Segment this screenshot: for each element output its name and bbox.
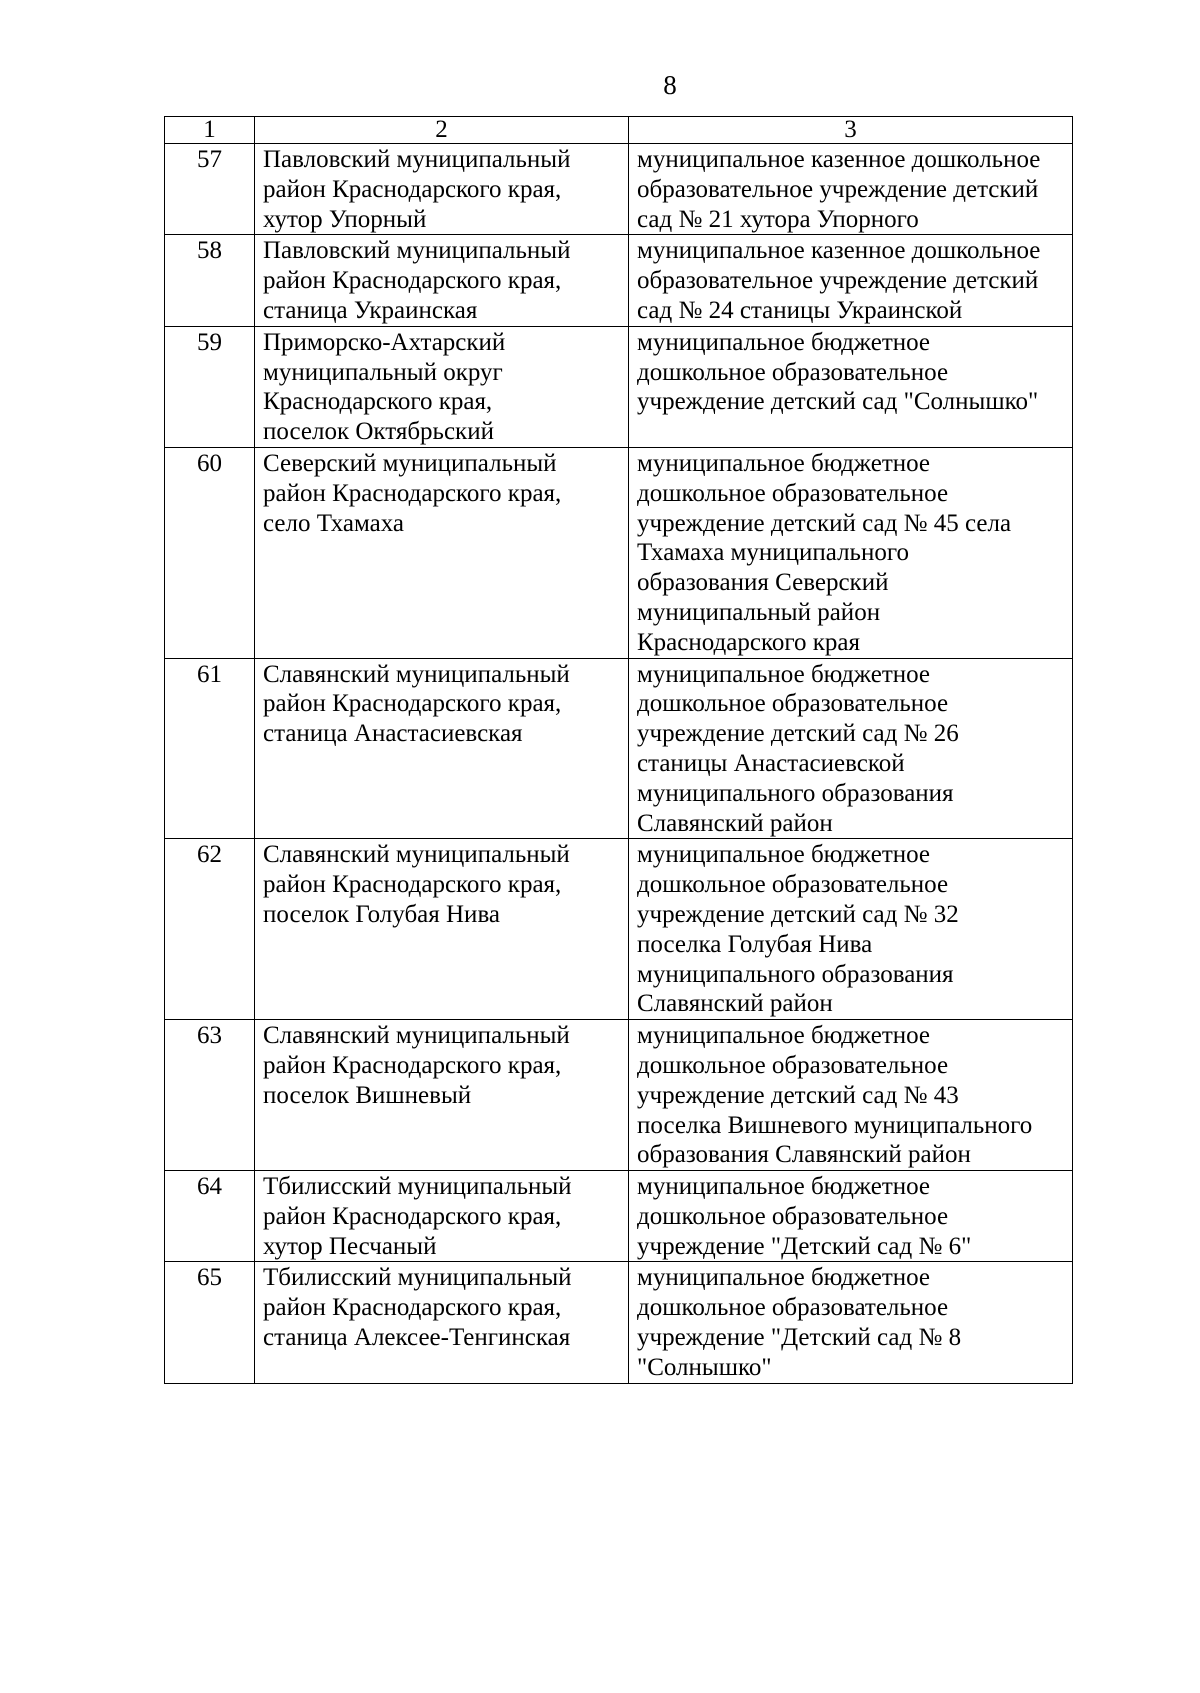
institution-text: муниципальное бюджетное дошкольное образовательное учреждение детский сад № 45 села Тхамаха муниципального образования Северский муниципальный район Краснодарского края <box>637 449 1012 656</box>
row-number: 65 <box>165 1262 255 1383</box>
row-number: 58 <box>165 235 255 326</box>
institution-cell <box>629 1171 1073 1262</box>
institution-cell <box>629 235 1073 326</box>
location-text: Тбилисский муниципальный район Краснодарского края, станица Алексее-Тенгинская <box>263 1264 572 1352</box>
location-cell <box>255 1171 629 1262</box>
institution-text: муниципальное казенное дошкольное образовательное учреждение детский сад № 21 хутора Упорного <box>637 146 1041 233</box>
table-row <box>165 326 1073 447</box>
location-text: Славянский муниципальный район Краснодарского края, поселок Голубая Нива <box>263 841 570 928</box>
institution-cell <box>629 839 1073 1020</box>
institution-cell <box>629 144 1073 235</box>
location-cell <box>255 658 629 839</box>
institution-text: муниципальное бюджетное дошкольное образовательное учреждение "Детский сад № 6" <box>637 1173 972 1260</box>
institution-cell <box>629 658 1073 839</box>
table-row <box>165 1020 1073 1171</box>
location-cell <box>255 1262 629 1383</box>
table-row <box>165 144 1073 235</box>
location-text: Северский муниципальный район Краснодарского края, село Тхамаха <box>263 449 562 537</box>
table-row <box>165 447 1073 658</box>
location-cell <box>255 144 629 235</box>
location-text: Приморско-Ахтарский муниципальный округ Краснодарского края, поселок Октябрьский <box>263 328 506 446</box>
institution-text: муниципальное бюджетное дошкольное образовательное учреждение "Детский сад № 8 "Солнышко" <box>637 1264 962 1381</box>
institution-cell <box>629 326 1073 447</box>
location-text: Славянский муниципальный район Краснодарского края, станица Анастасиевская <box>263 660 570 748</box>
table-row <box>165 1171 1073 1262</box>
table-row <box>165 658 1073 839</box>
institution-text: муниципальное казенное дошкольное образовательное учреждение детский сад № 24 станицы Украинской <box>637 237 1041 324</box>
table-row <box>165 235 1073 326</box>
row-number: 60 <box>165 447 255 658</box>
location-text: Тбилисский муниципальный район Краснодарского края, хутор Песчаный <box>263 1173 572 1260</box>
location-cell <box>255 839 629 1020</box>
location-text: Павловский муниципальный район Краснодарского края, хутор Упорный <box>263 146 571 233</box>
column-header-location: 2 <box>255 117 629 144</box>
location-text: Славянский муниципальный район Краснодарского края, поселок Вишневый <box>263 1022 570 1109</box>
row-number: 63 <box>165 1020 255 1171</box>
column-header-institution: 3 <box>629 117 1073 144</box>
institution-text: муниципальное бюджетное дошкольное образовательное учреждение детский сад № 32 поселка Голубая Нива муниципального образования Славянский район <box>637 841 959 1018</box>
institutions-table <box>164 116 1073 1384</box>
institution-text: муниципальное бюджетное дошкольное образовательное учреждение детский сад № 43 поселка Вишневого муниципального образования Славянский район <box>637 1022 1033 1169</box>
page-number: 8 <box>663 70 677 100</box>
institution-text: муниципальное бюджетное дошкольное образовательное учреждение детский сад № 26 станицы Анастасиевской муниципального образования Славянский район <box>637 660 959 837</box>
location-cell <box>255 447 629 658</box>
row-number: 61 <box>165 658 255 839</box>
institution-cell <box>629 1262 1073 1383</box>
institution-cell <box>629 1020 1073 1171</box>
institution-cell <box>629 447 1073 658</box>
row-number: 59 <box>165 326 255 447</box>
row-number: 62 <box>165 839 255 1020</box>
location-text: Павловский муниципальный район Краснодарского края, станица Украинская <box>263 237 571 324</box>
location-cell <box>255 235 629 326</box>
column-header-number: 1 <box>165 117 255 144</box>
table-row <box>165 839 1073 1020</box>
table-row <box>165 1262 1073 1383</box>
institution-text: муниципальное бюджетное дошкольное образовательное учреждение детский сад "Солнышко" <box>637 328 1039 416</box>
location-cell <box>255 326 629 447</box>
row-number: 64 <box>165 1171 255 1262</box>
row-number: 57 <box>165 144 255 235</box>
location-cell <box>255 1020 629 1171</box>
table-header-row <box>165 117 1073 144</box>
